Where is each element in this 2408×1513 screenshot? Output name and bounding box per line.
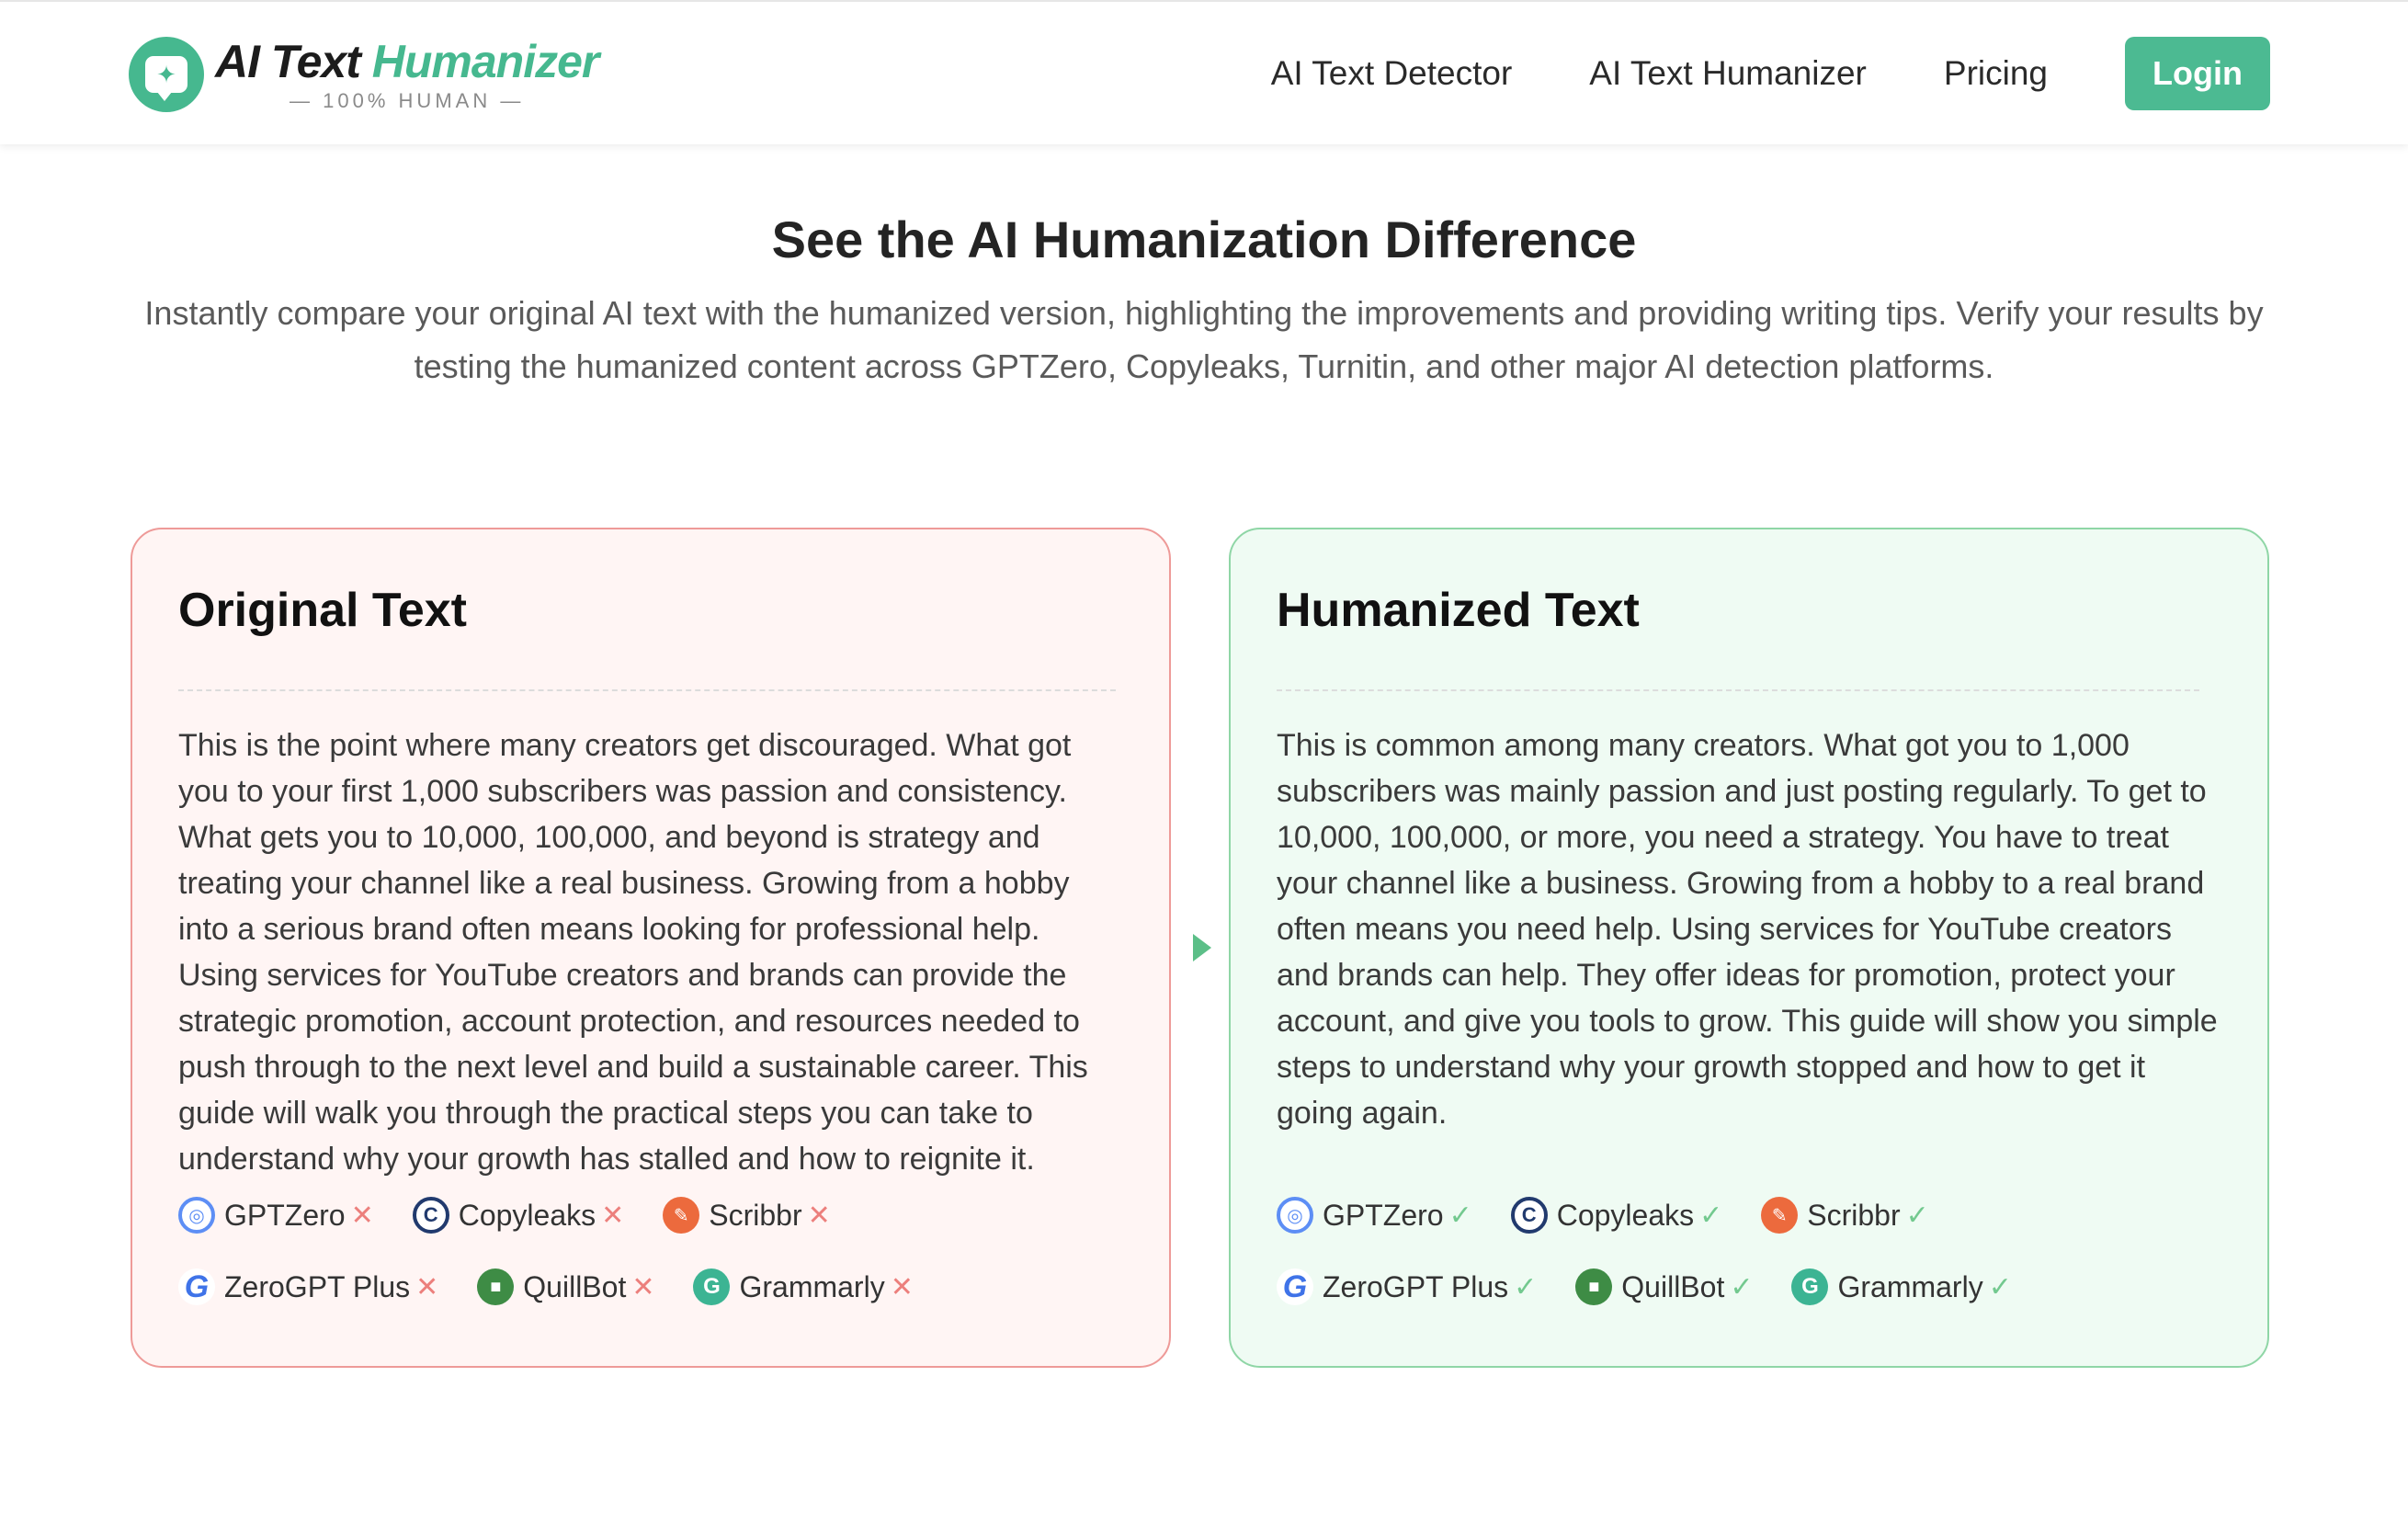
check-icon: ✓ <box>1448 1200 1472 1231</box>
humanized-text-panel <box>1229 528 2269 1368</box>
detector-result-quillbot: ■ QuillBot ✓ <box>1575 1268 1753 1305</box>
original-text-title: Original Text <box>178 584 467 637</box>
original-text-panel <box>131 528 1171 1368</box>
original-detector-results <box>178 1197 1134 1305</box>
gptzero-icon: ◎ <box>178 1197 215 1234</box>
humanized-detector-results <box>1277 1197 2232 1305</box>
brand-tagline: — 100% HUMAN — <box>290 89 525 112</box>
nav-link-ai-text-detector[interactable]: AI Text Detector <box>1270 54 1513 92</box>
check-icon: ✓ <box>1514 1271 1538 1303</box>
humanized-text-title: Humanized Text <box>1277 584 1640 637</box>
fail-icon: ✕ <box>631 1271 655 1303</box>
check-icon: ✓ <box>1730 1271 1754 1303</box>
arrow-right-icon <box>1193 934 1211 961</box>
divider <box>178 689 1116 691</box>
fail-icon: ✕ <box>350 1200 374 1231</box>
check-icon: ✓ <box>1988 1271 2012 1303</box>
login-button[interactable]: Login <box>2125 37 2270 110</box>
detector-result-grammarly: G Grammarly ✕ <box>693 1268 913 1305</box>
detector-result-scribbr: ✎ Scribbr ✕ <box>663 1197 831 1234</box>
page-title: See the AI Humanization Difference <box>771 210 1637 268</box>
quillbot-icon: ■ <box>1575 1268 1612 1305</box>
main-nav <box>1271 37 2270 110</box>
scribbr-icon: ✎ <box>663 1197 699 1234</box>
fail-icon: ✕ <box>415 1271 439 1303</box>
nav-link-pricing[interactable]: Pricing <box>1943 54 2048 92</box>
zerogpt-icon: G <box>178 1268 215 1305</box>
chat-sparkle-icon: ✦ <box>129 37 204 112</box>
grammarly-icon: G <box>1791 1268 1828 1305</box>
detector-result-gptzero: ◎ GPTZero ✓ <box>1277 1197 1472 1234</box>
fail-icon: ✕ <box>890 1271 914 1303</box>
fail-icon: ✕ <box>807 1200 831 1231</box>
detector-result-gptzero: ◎ GPTZero ✕ <box>178 1197 374 1234</box>
brand-logo[interactable] <box>129 33 598 116</box>
gptzero-icon: ◎ <box>1277 1197 1313 1234</box>
copyleaks-icon: C <box>1511 1197 1548 1234</box>
quillbot-icon: ■ <box>477 1268 514 1305</box>
scribbr-icon: ✎ <box>1761 1197 1798 1234</box>
detector-result-zerogpt-plus: G ZeroGPT Plus ✕ <box>178 1268 438 1305</box>
detector-result-copyleaks: C Copyleaks ✓ <box>1511 1197 1723 1234</box>
brand-name: AI Text Humanizer <box>215 36 599 87</box>
divider <box>1277 689 2199 691</box>
check-icon: ✓ <box>1699 1200 1723 1231</box>
nav-link-ai-text-humanizer[interactable]: AI Text Humanizer <box>1589 54 1867 92</box>
copyleaks-icon: C <box>413 1197 449 1234</box>
original-text-body: This is the point where many creators get discouraged. What got you to your first 1,000 subscribers was passion and consistency. What gets you to 10,000, 100,000, and beyond is strategy and treating your channel like a real business. Growing from a hobby into a serious brand often means looking for professional help. Using services for YouTube creators and brands can provide the strategic promotion, account protection, and resources needed to push through to the next level and build a sustainable career. This guide will walk you through the practical steps you can take to understand why your growth has stalled and how to reignite it. <box>178 728 1088 1177</box>
grammarly-icon: G <box>693 1268 730 1305</box>
detector-result-copyleaks: C Copyleaks ✕ <box>413 1197 625 1234</box>
check-icon: ✓ <box>1905 1200 1929 1231</box>
page-description: Instantly compare your original AI text with the humanized version, highlighting the improvements and providing writing tips. Verify your results by testing the humanized content across GPTZero, Copyleaks, Turnitin, and other major AI detection platforms. <box>144 294 2264 385</box>
zerogpt-icon: G <box>1277 1268 1313 1305</box>
detector-result-quillbot: ■ QuillBot ✕ <box>477 1268 654 1305</box>
humanized-text-body: This is common among many creators. What got you to 1,000 subscribers was mainly passion and just posting regularly. To get to 10,000, 100,000, or more, you need a strategy. You have to treat your channel like a business. Growing from a hobby to a real brand often means you need help. Using services for YouTube creators and brands can help. They offer ideas for promotion, protect your account, and give you tools to grow. This guide will show you simple steps to understand why your growth stopped and how to get it going again. <box>1277 728 2218 1131</box>
top-navigation-bar <box>0 0 2408 144</box>
detector-result-grammarly: G Grammarly ✓ <box>1791 1268 2011 1305</box>
fail-icon: ✕ <box>601 1200 625 1231</box>
detector-result-scribbr: ✎ Scribbr ✓ <box>1761 1197 1929 1234</box>
detector-result-zerogpt-plus: G ZeroGPT Plus ✓ <box>1277 1268 1537 1305</box>
